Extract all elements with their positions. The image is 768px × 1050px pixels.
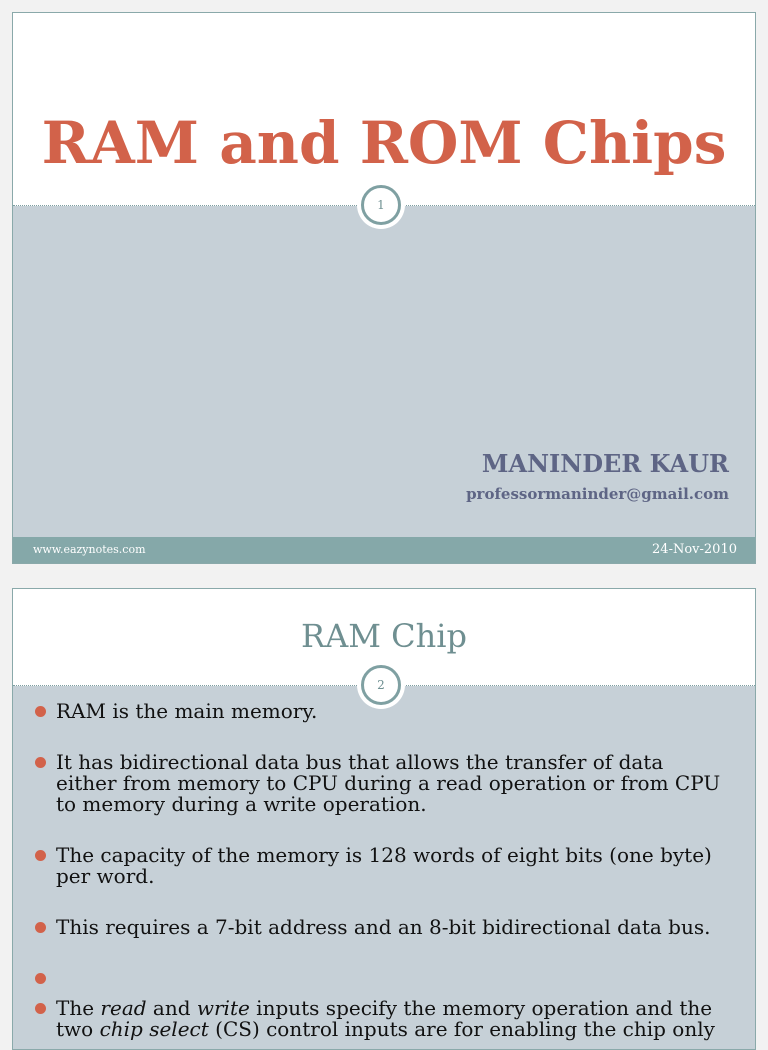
author-name: MANINDER KAUR [481, 449, 729, 478]
slide-title: RAM Chip [301, 617, 467, 655]
bullet-dot-icon [35, 973, 46, 984]
bullet-list [35, 701, 725, 1050]
bullet-dot-icon [35, 1003, 46, 1014]
bullet-text: This requires a 7-bit address and an 8-bit bidirectional data bus. [56, 915, 711, 939]
author-email: professormaninder@gmail.com [466, 485, 729, 503]
slide-number-badge: 2 [361, 665, 401, 705]
bullet-item [35, 917, 725, 938]
bullet-text-part: (CS) control inputs are for enabling the chip only [208, 1017, 715, 1041]
bullet-text-part: The [56, 996, 101, 1020]
bullet-text: It has bidirectional data bus that allows the transfer of data either from memory to CPU during a read operation or from CPU to memory during a write operation. [56, 750, 721, 816]
bullet-dot-icon [35, 757, 46, 768]
bullet-text-part: inputs specify the memory operation and the two [56, 996, 713, 1041]
slide-title: RAM and ROM Chips [41, 109, 727, 177]
bullet-item [35, 752, 725, 815]
emphasis-write: write [196, 996, 250, 1020]
emphasis-read: read [100, 996, 147, 1020]
bullet-dot-icon [35, 706, 46, 717]
bullet-text-part: and [146, 996, 197, 1020]
bullet-text: RAM is the main memory. [56, 699, 318, 723]
slide-number-badge: 1 [361, 185, 401, 225]
bullet-dot-icon [35, 922, 46, 933]
title-slide [12, 12, 756, 564]
bullet-text: The capacity of the memory is 128 words of eight bits (one byte) per word. [56, 843, 712, 888]
slide-footer [13, 537, 755, 563]
footer-date: 24-Nov-2010 [652, 542, 737, 557]
bullet-item [35, 845, 725, 887]
bullet-item [35, 998, 725, 1040]
bullet-item-empty [35, 968, 725, 978]
content-slide [12, 588, 756, 1050]
footer-website: www.eazynotes.com [33, 543, 146, 556]
bullet-item [35, 701, 725, 722]
bullet-dot-icon [35, 850, 46, 861]
emphasis-chip-select: chip select [99, 1017, 209, 1041]
